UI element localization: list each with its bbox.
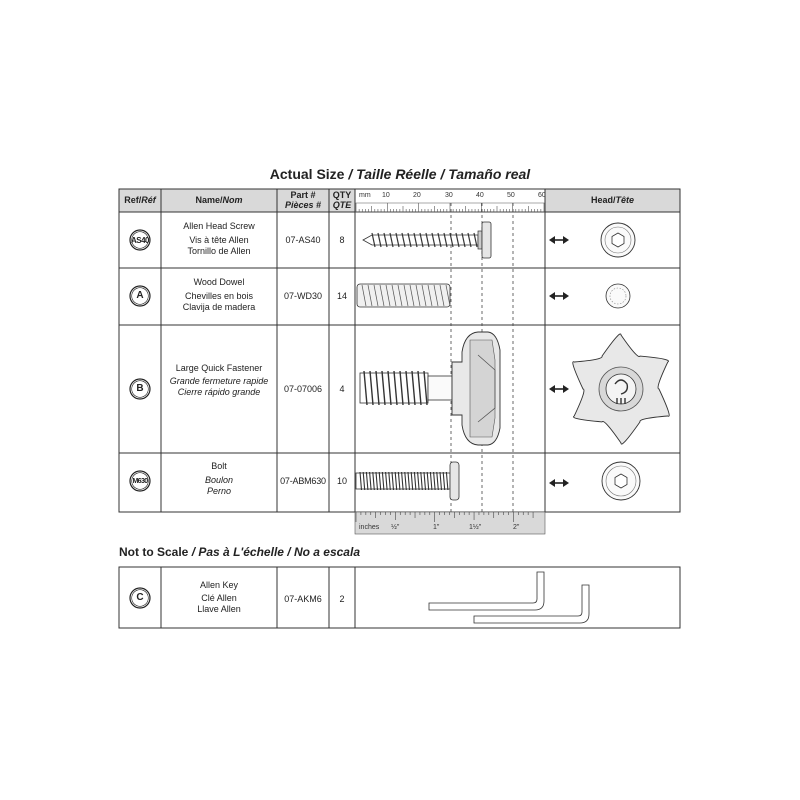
part-number: 07-WD30	[283, 291, 322, 301]
header-head-en: Head/	[590, 195, 616, 205]
name-fr: Grande fermeture rapide	[169, 376, 269, 386]
ref-label: AS40	[130, 236, 149, 245]
ref-label: A	[136, 290, 144, 301]
header-part-en: Part #	[290, 190, 316, 200]
head-bolt-icon	[602, 462, 640, 500]
inch-tick-label: ½"	[391, 524, 400, 531]
name-en: Allen Head Screw	[183, 221, 255, 231]
name-es: Perno	[206, 486, 232, 496]
part-number: 07-AS40	[285, 235, 321, 245]
name-en: Bolt	[211, 461, 227, 471]
name-fr: Vis à tête Allen	[189, 235, 249, 245]
part-number: 07-ABM630	[280, 476, 326, 486]
header-head	[545, 195, 680, 206]
inch-tick-label: 2"	[513, 524, 520, 531]
mm-tick-label: 50	[507, 192, 515, 199]
ref-label: B	[136, 383, 144, 394]
part-name	[161, 277, 277, 313]
bolt-illustration	[356, 462, 459, 500]
mm-tick-label: 40	[476, 192, 484, 199]
header-part	[277, 190, 329, 210]
title-sep: /	[344, 166, 357, 182]
part-name	[161, 580, 277, 615]
name-en: Allen Key	[199, 580, 239, 590]
header-name-en: Name/	[195, 195, 223, 205]
part-name	[161, 221, 277, 257]
double-arrow-icon	[549, 236, 569, 487]
name-es: Tornillo de Allen	[187, 246, 251, 256]
header-head-fr: Tête	[615, 195, 635, 205]
inch-unit-label: inches	[359, 524, 380, 531]
name-es: Llave Allen	[197, 604, 241, 614]
header-name	[161, 195, 277, 206]
inch-tick-label: 1"	[433, 524, 440, 531]
screw-illustration	[363, 222, 491, 258]
header-ref-en: Ref/	[124, 195, 142, 205]
head-dowel-icon	[606, 284, 630, 308]
fastener-illustration	[360, 332, 500, 445]
mm-tick-label: 20	[413, 192, 421, 199]
name-fr: Boulon	[204, 475, 234, 485]
name-es: Cierre rápido grande	[177, 387, 261, 397]
header-qty-en: QTY	[332, 190, 352, 200]
header-ref-fr: Réf	[141, 195, 156, 205]
quantity: 8	[339, 235, 345, 245]
mm-tick-label: 10	[382, 192, 390, 199]
quantity: 2	[339, 594, 345, 604]
title2-en: Not to Scale	[119, 545, 189, 559]
part-number: 07-07006	[283, 384, 323, 394]
head-fastener-icon	[573, 334, 669, 444]
part-name	[161, 461, 277, 497]
name-en: Wood Dowel	[193, 277, 245, 287]
quantity: 10	[336, 476, 347, 486]
inch-tick-label: 1½"	[469, 524, 482, 531]
title2-sep: /	[188, 545, 199, 559]
title2-fr-es: Pas à L'échelle / No a escala	[198, 545, 360, 559]
header-qty-fr: QTE	[332, 200, 352, 210]
header-part-fr: Pièces #	[284, 200, 322, 210]
mm-unit-label: mm	[359, 192, 371, 199]
mm-tick-label: 30	[445, 192, 453, 199]
title-fr-es: Taille Réelle / Tamaño real	[356, 166, 531, 182]
header-name-fr: Nom	[222, 195, 243, 205]
section-title-not-to-scale	[119, 545, 360, 559]
quantity: 14	[336, 291, 347, 301]
name-en: Large Quick Fastener	[175, 363, 263, 373]
part-number: 07-AKM6	[284, 594, 322, 604]
allen-key-illustration	[429, 572, 589, 623]
name-fr: Chevilles en bois	[184, 291, 254, 301]
quantity: 4	[339, 384, 345, 394]
part-name	[161, 363, 277, 398]
ref-label: C	[136, 592, 144, 603]
name-es: Clavija de madera	[182, 302, 256, 312]
header-ref	[119, 195, 161, 206]
ref-label: M630	[132, 478, 148, 485]
header-qty	[329, 190, 355, 210]
name-fr: Clé Allen	[201, 593, 237, 603]
mm-tick-label: 60	[538, 192, 546, 199]
dowel-illustration	[357, 284, 450, 307]
title-en: Actual Size	[269, 166, 345, 182]
head-as40-icon	[601, 223, 635, 257]
